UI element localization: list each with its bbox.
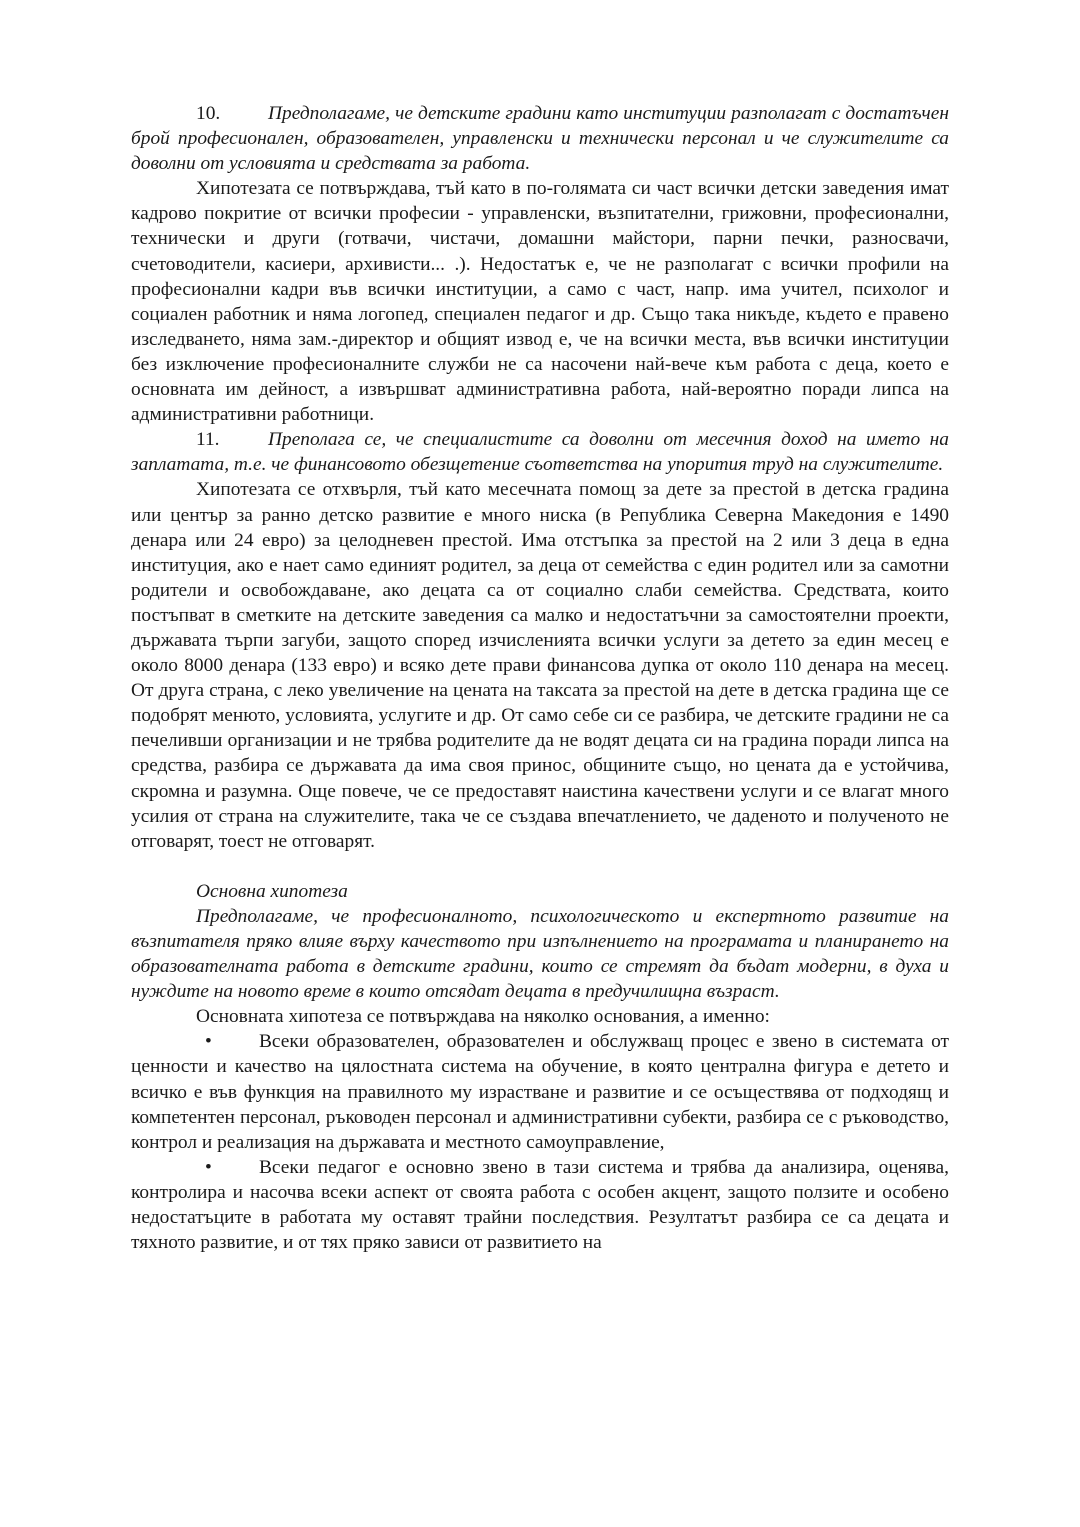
bullet-text: Всеки педагог е основно звено в тази система и трябва да анализира, оценява, контролира и насочва всеки аспект от своята работа с особен акцент, защото ползите и особено недостатъците в работата му оставят трайни последствия. Резултатът разбира се са децата и тяхното развитие, и от тях пряко зависи от развитието на [131,1156,949,1254]
bullet-symbol: • [205,1031,212,1053]
hypothesis-10-discussion: Хипотезата се потвърждава, тъй като в по-голямата си част всички детски заведения имат кадрово покритие от всички професии - управленски, възпитателни, грижовни, професионални, технически и други (готвачи, чистачи, домашни майстори, парни печки, разносвачи, счетоводители, касиери, архивисти... .). Недостатък е, че не разполагат с всички профили на професионални кадри във всички институции, а само с част, напр. има учител, психолог и социален работник и няма логопед, специален педагог и др. Също така никъде, където е правено изследването, няма зам.-директор и общият извод е, че на всички места, във всички институции без изключение професионалните служби не са насочени най-вече към работа с деца, което е основната им дейност, а извършват административна работа, най-вероятно поради липса на административни работници. [131,178,949,426]
bullet-symbol: • [205,1156,212,1178]
hypothesis-11-discussion: Хипотезата се отхвърля, тъй като месечната помощ за дете за престой в детска градина или център за ранно детско развитие е много ниска (в Република Северна Македония е 1490 денара или 24 евро) за целодневен престой. Има отстъпка за престой на 2 или 3 деца в една институция, ако е нает само единият родител, за деца от семейства с един родител или за самотни родители и освобождаване, ако децата са от социално слаби семейства. Средствата, които постъпват в сметките на детските заведения са малко и недостатъчни за самостоятелни проекти, държавата търпи загуби, защото според изчисленията всички услуги за детето за един месец е около 8000 денара (133 евро) и всяко дете прави финансова дупка от около 110 денара на месец. От друга страна, с леко увеличение на цената на таксата за престой на дете в детска градина ще се подобрят менюто, условията, услугите и др. От само себе си се разбира, че детските градини не са печеливши организации и не трябва родителите да не водят децата си на градина поради липса на средства, разбира се държавата да има своя принос, общините също, но цената да е устойчива, скромна и разумна. Още повече, че се предоставят наистина качествени услуги и се влагат много усилия от страна на служителите, така че се създава впечатлението, че даденото и полученото не отговарят, тоест не отговарят. [131,479,949,852]
bullet-text: Всеки образователен, образователен и обслужващ процес е звено в системата от ценности и качество на цялостната система на обучение, в която централна фигура е детето и всичко е във функция на правилното му израстване и развитие и се осъществява от подходящ и компетентен персонал, ръководен персонал и административни субекти, разбира се с ръководство, контрол и реализация на държавата и местното самоуправление, [131,1031,949,1153]
main-hypothesis-statement: Предполагаме, че професионалното, психологическото и експертното развитие на възпитателя пряко влияе върху качеството при изпълнението на програмата и планирането на образователната работа в детските градини, които се стремят да бъдат модерни, в духа и нуждите на новото време в които отсядат децата в предучилищна възраст. [131,905,949,1003]
hypothesis-10-statement [131,101,949,176]
hypothesis-10-number: 10. [196,103,221,124]
hypothesis-11-statement [131,427,949,477]
hypothesis-11-number: 11. [196,429,220,451]
document-page [131,101,949,1255]
main-hypothesis-intro: Основната хипотеза се потвърждава на няколко основания, а именно: [196,1006,770,1028]
bullet-item [131,1029,949,1154]
hypothesis-11-text: Преполага се, че специалистите са доволни от месечния доход на името на заплатата, т.е. че финансовото обезщетение съответства на упорития труд на служителите. [131,429,949,476]
bullet-item [131,1155,949,1255]
main-hypothesis-heading: Основна хипотеза [196,880,348,902]
hypothesis-10-text: Предполагаме, че детските градини като институции разполагат с достатъчен брой професионален, образователен, управленски и технически персонал и че служителите са доволни от условията и средствата за работа. [131,103,949,175]
paragraph-spacer [131,854,949,879]
